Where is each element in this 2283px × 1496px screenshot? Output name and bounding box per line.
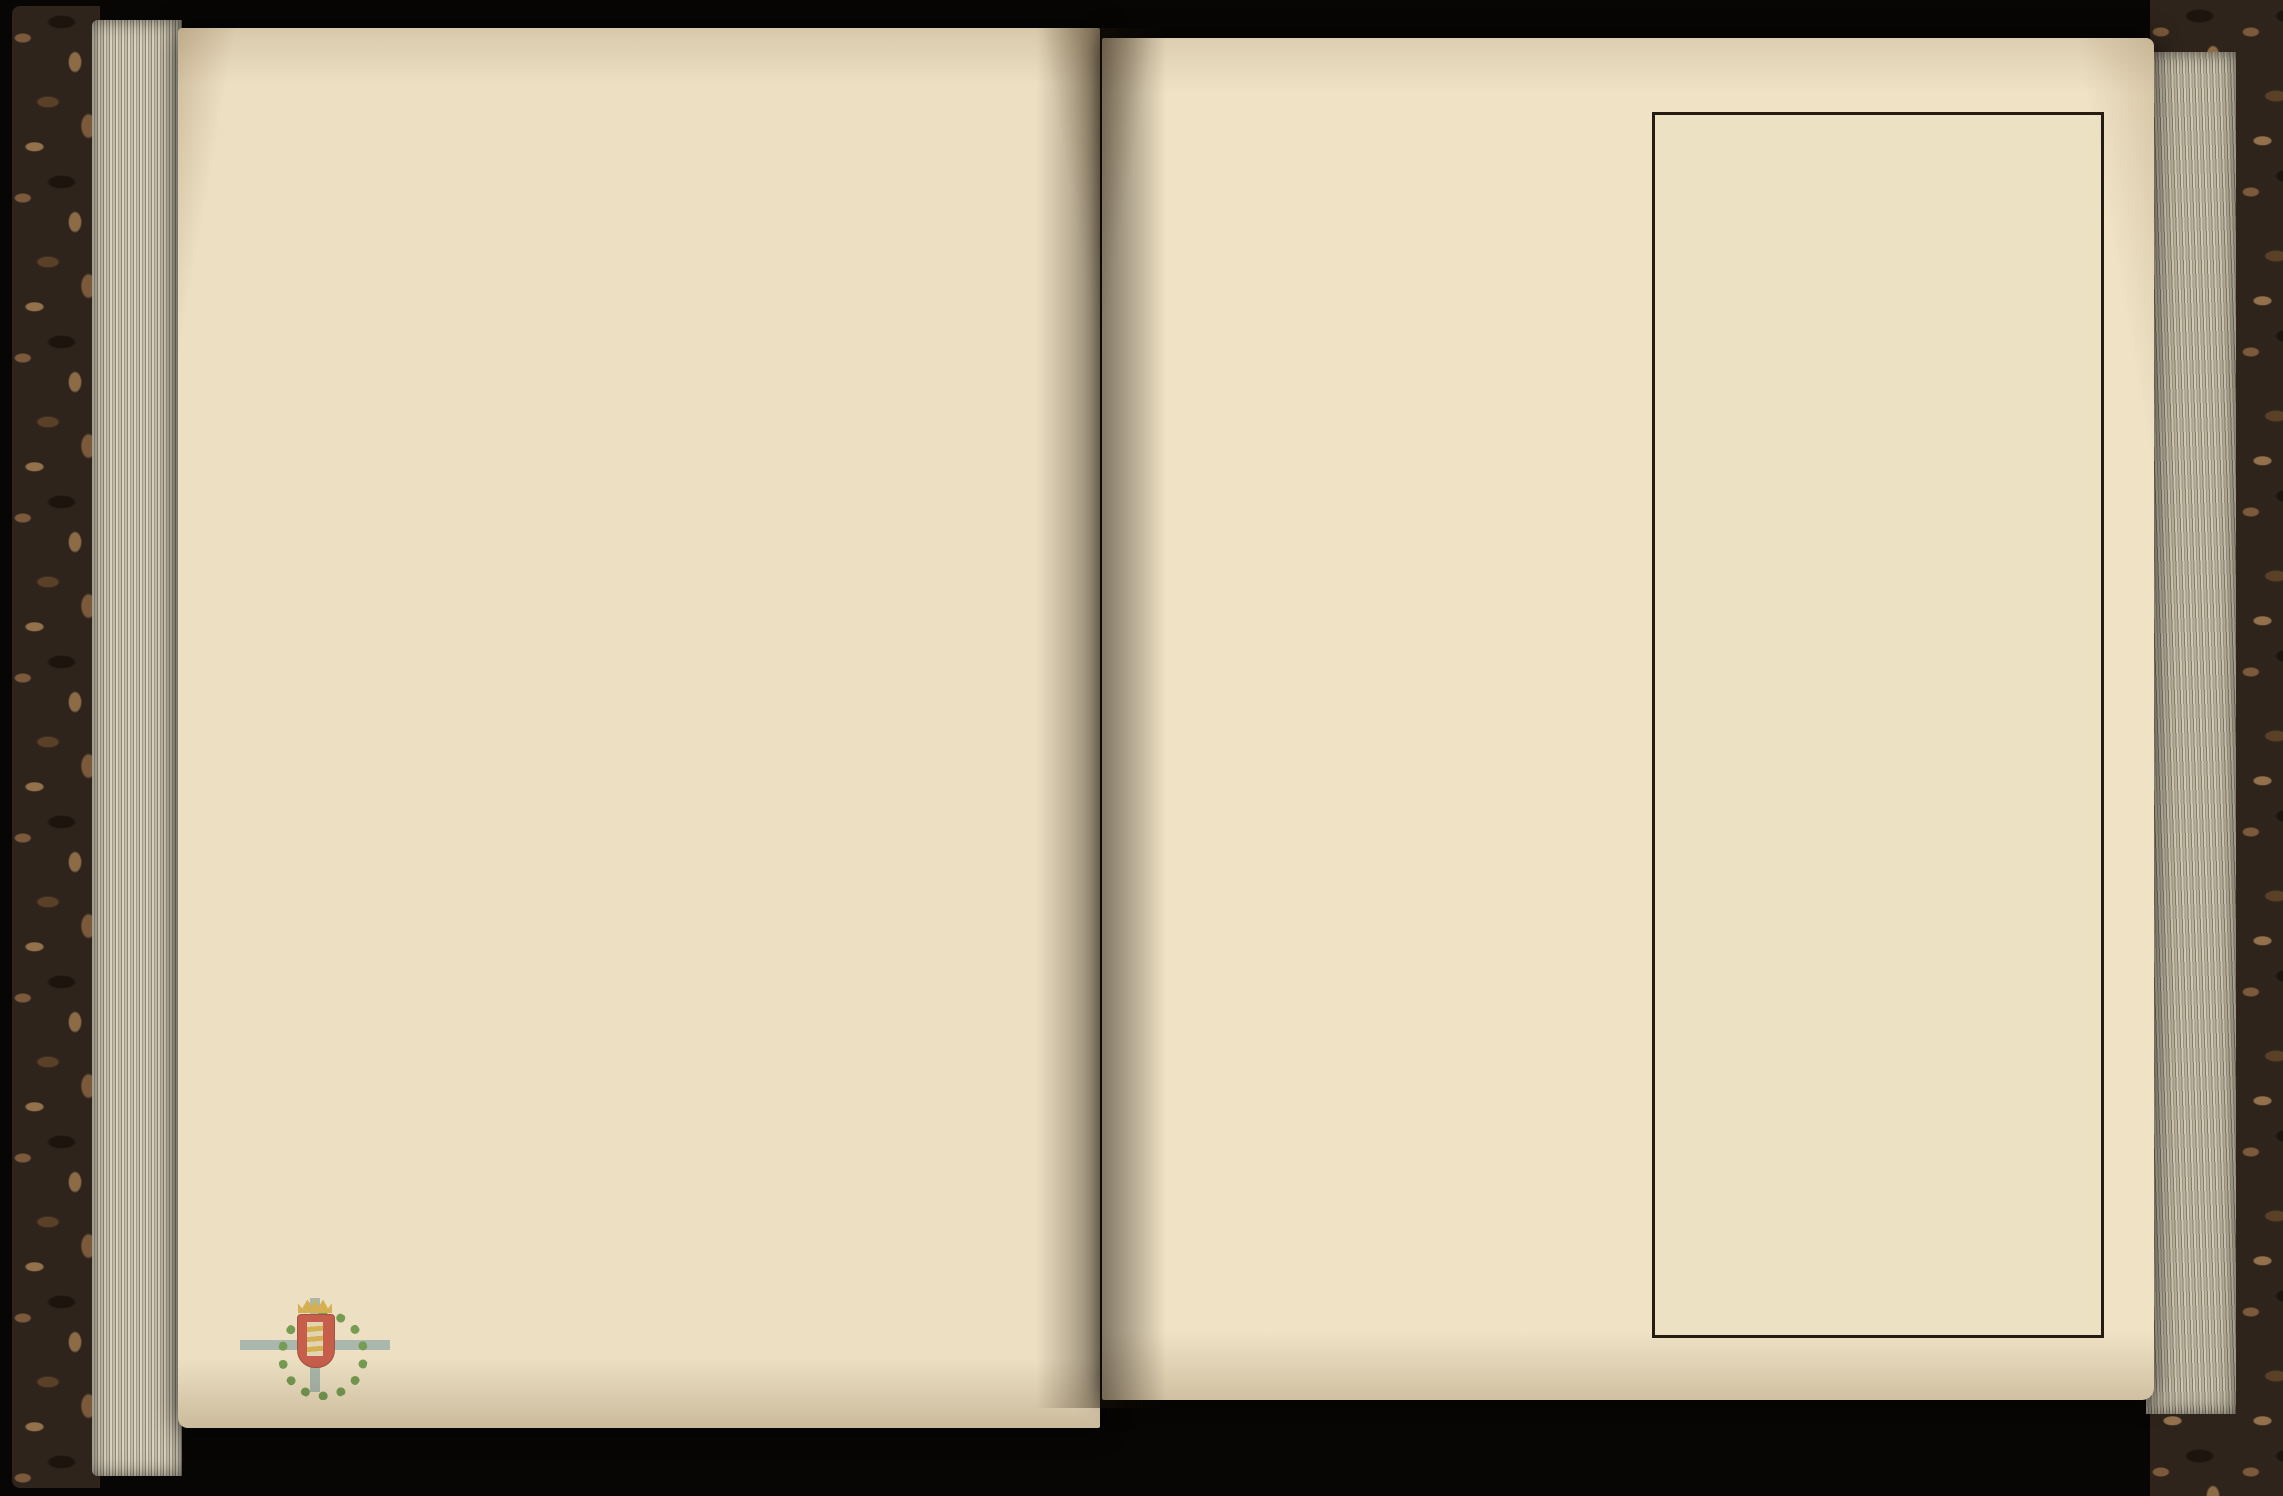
crown-icon bbox=[298, 1298, 332, 1313]
book-cover-left bbox=[12, 6, 100, 1488]
valladolid-crest-icon bbox=[240, 1296, 400, 1396]
page-stack-right bbox=[2146, 52, 2236, 1414]
page-572 bbox=[178, 28, 1100, 1428]
shield-icon bbox=[297, 1314, 335, 1368]
right-column-text bbox=[1182, 1090, 1652, 1382]
page-573 bbox=[1102, 38, 2154, 1400]
paragraph-mercados bbox=[1182, 1090, 1652, 1106]
paragraph-poblacion bbox=[1182, 1106, 1652, 1122]
estado-defunciones-table bbox=[1652, 112, 2104, 1338]
page-stack-left bbox=[92, 20, 182, 1476]
archive-watermark bbox=[168, 1296, 508, 1456]
left-column-text bbox=[286, 98, 662, 518]
paragraph-comercio bbox=[286, 98, 662, 114]
